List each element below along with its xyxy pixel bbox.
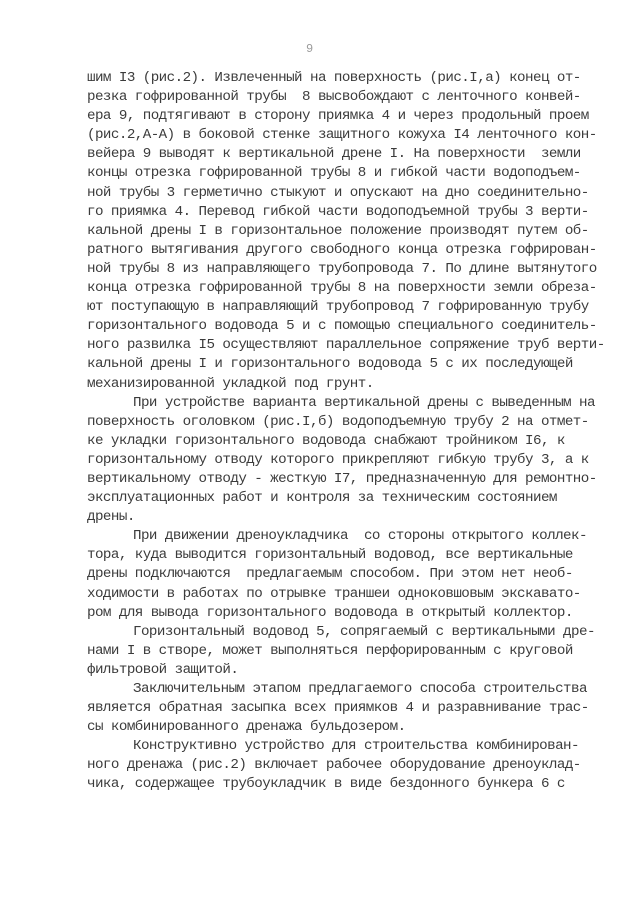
text-line: вертикальному отводу - жесткую I7, предназначенную для ремонтно- bbox=[87, 470, 597, 487]
paragraph-start-line: При движении дреноукладчика со стороны открытого коллек- bbox=[133, 528, 587, 545]
text-line: является обратная засыпка всех приямков 4 и разравнивание трас- bbox=[87, 700, 589, 717]
text-line: ют поступающую в направляющий трубопровод 7 гофрированную трубу bbox=[87, 299, 589, 316]
text-line: дрены. bbox=[87, 509, 135, 526]
text-line: нами I в створе, может выполняться перфорированным с круговой bbox=[87, 642, 573, 659]
text-line: дрены подключаются предлагаемым способом. При этом нет необ- bbox=[87, 566, 573, 583]
text-line: горизонтальному отводу которого прикрепляют гибкую трубу 3, а к bbox=[87, 451, 589, 468]
paragraph-start-line: Горизонтальный водовод 5, сопрягаемый с вертикальными дре- bbox=[133, 623, 595, 640]
text-line: ного дренажа (рис.2) включает рабочее оборудование дреноуклад- bbox=[87, 757, 581, 774]
text-line: го приямка 4. Перевод гибкой части водоподъемной трубы 3 верти- bbox=[87, 203, 589, 220]
text-line: ной трубы 8 из направляющего трубопровода 7. По длине вытянутого bbox=[87, 260, 597, 277]
text-line: кальной дрены I в горизонтальное положение производят путем об- bbox=[87, 222, 589, 239]
paragraph-start-line: Заключительным этапом предлагаемого способа строительства bbox=[133, 681, 587, 697]
text-line: шим I3 (рис.2). Извлеченный на поверхность (рис.I,а) конец от- bbox=[87, 70, 581, 86]
document-body bbox=[87, 69, 605, 795]
text-line: сы комбинированного дренажа бульдозером. bbox=[87, 719, 406, 736]
text-line: механизированной укладкой под грунт. bbox=[87, 375, 374, 392]
text-line: горизонтального водовода 5 и с помощью специального соединитель- bbox=[87, 318, 597, 335]
text-line: тора, куда выводится горизонтальный водовод, все вертикальные bbox=[87, 547, 573, 564]
paragraph-start-line: При устройстве варианта вертикальной дрены с выведенным на bbox=[133, 394, 595, 411]
text-line: ера 9, подтягивают в сторону приямка 4 и через продольный проем bbox=[87, 108, 589, 125]
text-line: ке укладки горизонтального водовода снабжают тройником I6, к bbox=[87, 432, 565, 449]
text-line: ного развилка I5 осуществляют параллельное сопряжение труб верти- bbox=[87, 337, 605, 354]
text-line: чика, содержащее трубоукладчик в виде бездонного бункера 6 с bbox=[87, 776, 565, 793]
text-line: вейера 9 выводят к вертикальной дрене I. На поверхности земли bbox=[87, 146, 581, 163]
text-line: кальной дрены I и горизонтального водовода 5 с их последующей bbox=[87, 356, 573, 373]
text-line: конца отрезка гофрированной трубы 8 на поверхности земли обреза- bbox=[87, 280, 597, 297]
page-number: 9 bbox=[306, 42, 313, 56]
text-line: ром для вывода горизонтального водовода в открытый коллектор. bbox=[87, 604, 573, 621]
text-line: фильтровой защитой. bbox=[87, 661, 239, 678]
text-line: ратного вытягивания другого свободного конца отрезка гофрирован- bbox=[87, 241, 597, 258]
text-line: эксплуатационных работ и контроля за техническим состоянием bbox=[87, 490, 557, 507]
text-line: концы отрезка гофрированной трубы 8 и гибкой части водоподъем- bbox=[87, 165, 581, 182]
text-line: ходимости в работах по отрывке траншеи одноковшовым экскавато- bbox=[87, 585, 581, 602]
text-line: резка гофрированной трубы 8 высвобождают с ленточного конвей- bbox=[87, 89, 581, 106]
text-line: (рис.2,А-А) в боковой стенке защитного кожуха I4 ленточного кон- bbox=[87, 127, 597, 144]
text-line: ной трубы 3 герметично стыкуют и опускают на дно соединительно- bbox=[87, 184, 589, 201]
text-line: поверхность оголовком (рис.I,б) водоподъемную трубу 2 на отмет- bbox=[87, 413, 589, 430]
paragraph-start-line: Конструктивно устройство для строительства комбинирован- bbox=[133, 738, 579, 755]
